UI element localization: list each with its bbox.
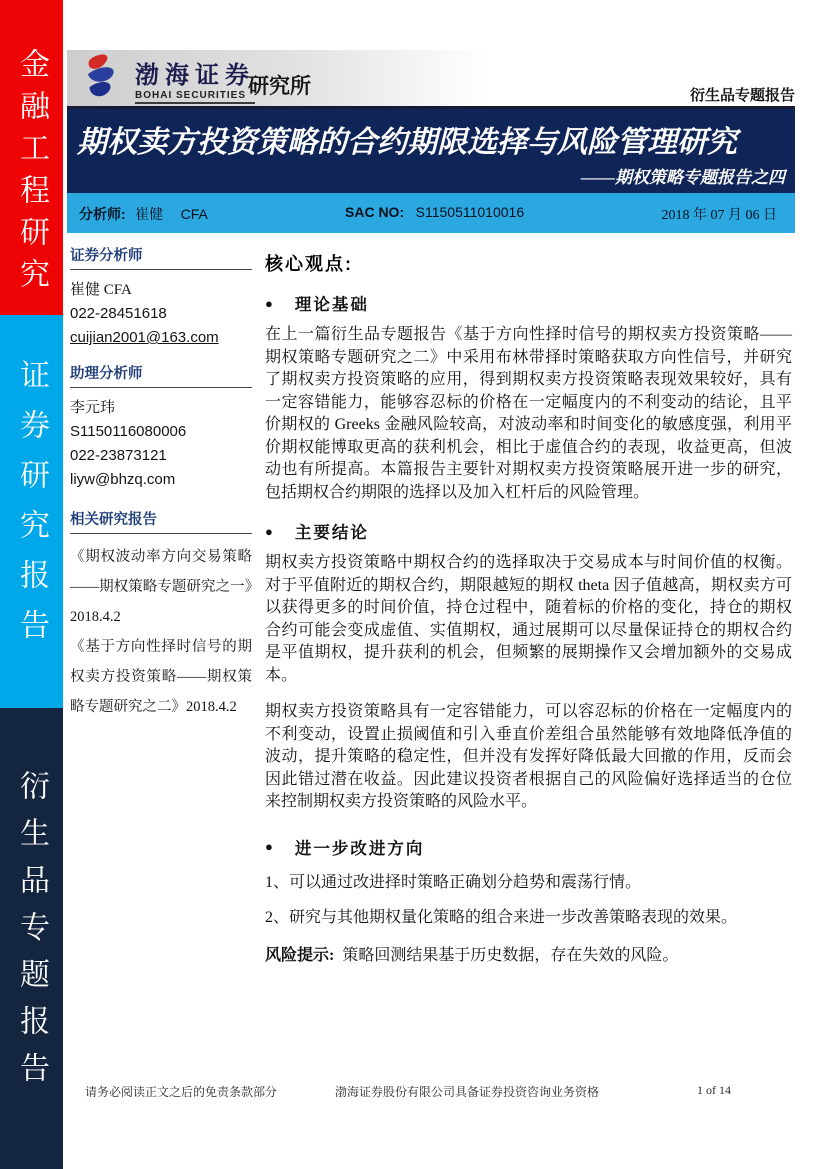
improvement-item-2: 2、研究与其他期权量化策略的组合来进一步改善策略表现的效果。 <box>265 908 738 926</box>
bullet-icon: ● <box>265 295 273 311</box>
analyst-cert: CFA <box>180 206 208 222</box>
bullet-icon: ● <box>265 839 273 854</box>
risk-warning-text: 策略回测结果基于历史数据，存在失效的风险。 <box>342 946 679 964</box>
analyst-label: 分析师: <box>79 206 126 222</box>
securities-analyst-name: 崔健 CFA <box>70 282 132 298</box>
footer-disclaimer: 请务必阅读正文之后的免责条款部分 <box>85 1085 278 1099</box>
securities-analyst-phone: 022-28451618 <box>70 305 167 322</box>
main-content <box>265 250 792 967</box>
assistant-analyst-email: liyw@bhzq.com <box>70 471 176 488</box>
sidebar-section-financial-engineering <box>0 0 63 315</box>
assistant-analyst-cert-no: S1150116080006 <box>70 423 187 440</box>
conclusions-paragraph-1: 期权卖方投资策略中期权合约的选择取决于交易成本与时间价值的权衡。对于平值附近的期权合约，期限越短的期权 theta 因子值越高，期权卖方可以获得更多的时间价值，持仓过程中，随着标的价格的变化，持仓的期权合约可能会变成虚值、实值期权，通过展期可以尽量保证持仓的期权合约是平值期权，提升获利的机会，但频繁的展期操作又会增加额外的交易成本。 <box>265 554 792 684</box>
logo-chinese-name: 渤海证券 <box>135 62 255 89</box>
improvement-item-1: 1、可以通过改进择时策略正确划分趋势和震荡行情。 <box>265 873 642 891</box>
bullet-icon: ● <box>265 523 273 539</box>
research-institute-label: 研究所 <box>248 75 311 98</box>
title-banner <box>67 109 795 193</box>
bohai-logo-swoosh-icon <box>75 53 129 105</box>
report-type-label: 衍生品专题报告 <box>689 88 795 104</box>
conclusions-paragraph-2: 期权卖方投资策略具有一定容错能力，可以容忍标的价格在一定幅度内的不利变动，设置止损阈值和引入垂直价差组合虽然能够有效地降低净值的波动，提升策略的稳定性，但并没有发挥好降低最大回撤的作用，反而会因此错过潜在收益。因此建议投资者根据自己的风险偏好选择适当的仓位来控制期权卖方投资策略的风险水平。 <box>265 703 792 810</box>
securities-analyst-title: 证券分析师 <box>70 244 252 270</box>
sidebar-section-derivatives-report <box>0 708 63 1169</box>
related-report-item: 《基于方向性择时信号的期权卖方投资策略——期权策略专题研究之二》2018.4.2 <box>70 639 252 715</box>
assistant-analyst-title: 助理分析师 <box>70 362 252 388</box>
risk-warning <box>265 945 792 967</box>
section-improvements-title: 进一步改进方向 <box>294 838 425 858</box>
footer-page-number: 1 of 14 <box>697 1083 731 1097</box>
related-report-item: 《期权波动率方向交易策略——期权策略专题研究之一》2018.4.2 <box>70 549 252 625</box>
analyst-bar-left <box>79 204 208 224</box>
assistant-analyst-name: 李元玮 <box>70 400 116 416</box>
assistant-analyst-section <box>70 362 252 492</box>
sidebar-label-securities-research: 证券研究报告 <box>15 359 48 659</box>
section-theory-header <box>265 291 792 315</box>
sac-number: S1150511010016 <box>415 204 525 220</box>
analyst-name: 崔健 <box>135 208 164 223</box>
report-subtitle: ——期权策略专题报告之四 <box>581 168 785 187</box>
sac-label: SAC NO: <box>345 204 405 220</box>
securities-analyst-section <box>70 244 252 350</box>
footer-qualification: 渤海证券股份有限公司具备证券投资咨询业务资格 <box>335 1085 600 1099</box>
related-reports-section <box>70 508 252 722</box>
section-conclusions-title: 主要结论 <box>294 523 369 542</box>
analyst-bar <box>67 193 795 233</box>
section-theory-title: 理论基础 <box>294 295 369 314</box>
analyst-bar-sac <box>345 204 524 222</box>
report-date: 2018 年 07 月 06 日 <box>661 208 777 223</box>
sidebar-label-financial-engineering: 金融工程研究 <box>15 48 48 300</box>
assistant-analyst-phone: 022-23873121 <box>70 447 167 464</box>
core-views-heading: 核心观点: <box>265 254 353 274</box>
securities-analyst-email-link[interactable]: cuijian2001@163.com <box>70 329 219 346</box>
section-improvements-header <box>265 835 792 859</box>
related-reports-title: 相关研究报告 <box>70 508 252 534</box>
theory-paragraph: 在上一篇衍生品专题报告《基于方向性择时信号的期权卖方投资策略——期权策略专题研究之二》中采用布林带择时策略获取方向性信号，并研究了期权卖方投资策略的应用，得到期权卖方投资策略表现效果较好，具有一定容错能力，能够容忍标的价格在一定幅度内的不利变动的结论，且平价期权的 Greeks 金融风险较高，对波动率和时间变化的敏感度强，利用平价期权能博取更高的获利机会，相比于虚值合约的表现，收益更高，但波动也有所提高。本篇报告主要针对期权卖方投资策略展开进一步的研究，包括期权合约期限的选择以及加入杠杆后的风险管理。 <box>265 326 792 501</box>
section-conclusions-header <box>265 519 792 543</box>
sidebar-section-securities-research <box>0 315 63 708</box>
bohai-securities-logo <box>75 53 255 105</box>
logo-text <box>135 55 255 104</box>
report-title: 期权卖方投资策略的合约期限选择与风险管理研究 <box>77 126 737 159</box>
risk-warning-label: 风险提示: <box>265 946 335 964</box>
logo-english-name: BOHAI SECURITIES <box>135 89 247 101</box>
sidebar-label-derivatives-report: 衍生品专题报告 <box>15 770 48 1099</box>
